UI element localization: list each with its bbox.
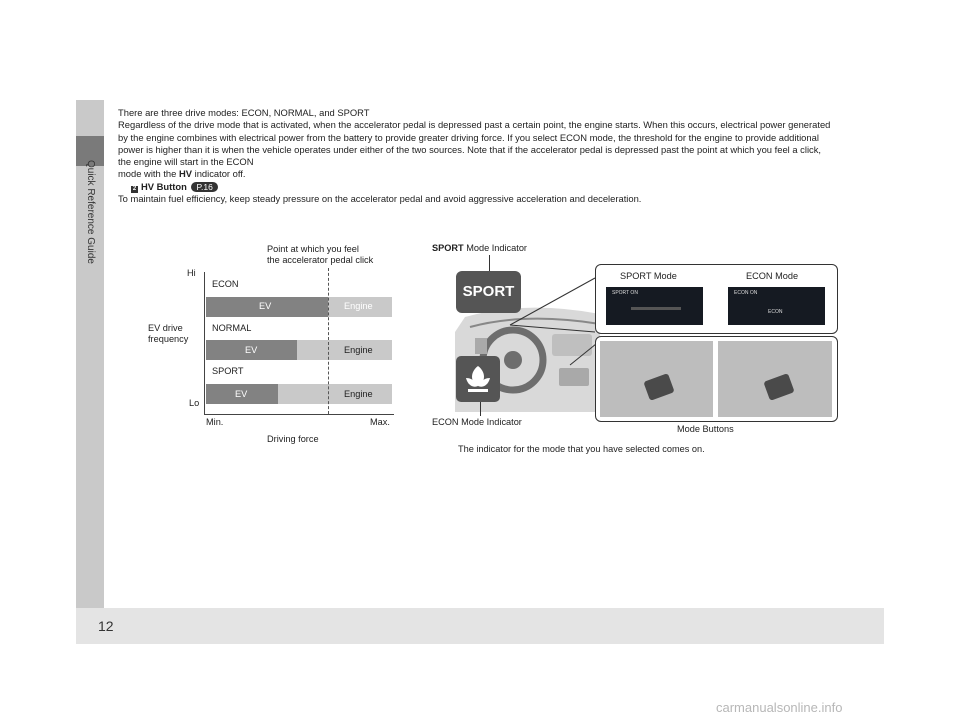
click-point-line (328, 268, 329, 414)
sport-button[interactable] (643, 373, 674, 401)
sport-mode-label: SPORT Mode (620, 271, 677, 281)
sport-badge-text: SPORT (462, 283, 515, 300)
y-axis-label-line1: EV drive (148, 323, 183, 333)
sport-indicator-label-rest: Mode Indicator (463, 243, 527, 253)
econ-mode-label: ECON Mode (746, 271, 799, 281)
mode-label-econ: ECON (212, 279, 239, 289)
sport-button-photo[interactable] (600, 341, 713, 417)
page-number: 12 (98, 618, 114, 634)
x-axis (204, 414, 394, 415)
mode-label-normal: NORMAL (212, 323, 252, 333)
econ-indicator-label: ECON Mode Indicator (432, 417, 522, 427)
y-axis-label-line2: frequency (148, 334, 189, 344)
body-text (118, 107, 833, 205)
watermark: carmanualsonline.info (716, 700, 843, 715)
sport-screen (606, 287, 703, 325)
mode-display-panel (595, 264, 838, 334)
paragraph-1-text: Regardless of the drive mode that is activated, when the accelerator pedal is depressed past a certain point, the engine starts. When this occurs, electrical power generated by the engine combines with electrical power from the battery to provide greater driving force. If you select ECON mode, the threshold for the engine to provide additional power is higher than it is when the vehicle operates under either of the two sources. Note that if the accelerator pedal is depressed past the point at which you feel a click, the engine will start in the ECON (118, 119, 831, 168)
paragraph-1 (118, 119, 833, 180)
sport-on-text: SPORT ON (612, 290, 638, 296)
hv-indicator-text: HV (178, 168, 193, 180)
hi-label: Hi (187, 268, 196, 278)
sport-screen-graphic (631, 307, 681, 310)
sport-callout-line (489, 255, 490, 271)
econ-leaf-icon (456, 356, 500, 402)
econ-screen-word: ECON (768, 309, 783, 315)
normal-engine-text: Engine (344, 345, 373, 355)
econ-callout-line (480, 402, 481, 416)
paragraph-1-tail-prefix: mode with the (118, 168, 179, 180)
heading-text: There are three drive modes: ECON, NORMAL, and SPORT (118, 107, 370, 118)
sport-indicator-label (432, 243, 527, 253)
caption: The indicator for the mode that you have selected comes on. (458, 444, 705, 454)
sidebar-label: Quick Reference Guide (85, 160, 96, 264)
callout-lines (500, 270, 600, 370)
y-axis (204, 272, 205, 414)
econ-badge (456, 356, 500, 402)
mode-label-sport: SPORT (212, 366, 244, 376)
econ-on-text: ECON ON (734, 290, 758, 296)
xref-page-badge[interactable]: P.16 (191, 182, 217, 192)
econ-ev-text: EV (259, 301, 272, 311)
sport-indicator-label-bold: SPORT (432, 243, 464, 253)
x-max-label: Max. (370, 417, 390, 427)
xref-label: HV Button (141, 180, 187, 192)
sport-engine-bar (278, 384, 392, 404)
x-axis-label: Driving force (267, 434, 319, 444)
hv-button-link[interactable] (118, 181, 833, 193)
normal-ev-text: EV (245, 345, 258, 355)
xref-arrow-icon: 2 (132, 185, 137, 192)
paragraph-2: To maintain fuel efficiency, keep steady pressure on the accelerator pedal and avoid aggressive acceleration and deceleration. (118, 193, 642, 205)
click-point-label-line2: the accelerator pedal click (267, 255, 374, 265)
mode-buttons-panel (595, 336, 838, 422)
mode-buttons-label: Mode Buttons (677, 424, 734, 434)
sport-ev-text: EV (235, 389, 248, 399)
lo-label: Lo (189, 398, 200, 408)
paragraph-1-tail-suffix: indicator off. (192, 168, 246, 180)
econ-button-photo[interactable] (718, 341, 832, 417)
click-point-label-line1: Point at which you feel (267, 244, 359, 254)
econ-button[interactable] (763, 373, 794, 401)
footer-bar (76, 608, 884, 644)
x-min-label: Min. (206, 417, 224, 427)
sport-engine-text: Engine (344, 389, 373, 399)
econ-engine-text: Engine (344, 301, 373, 311)
econ-screen (728, 287, 825, 325)
